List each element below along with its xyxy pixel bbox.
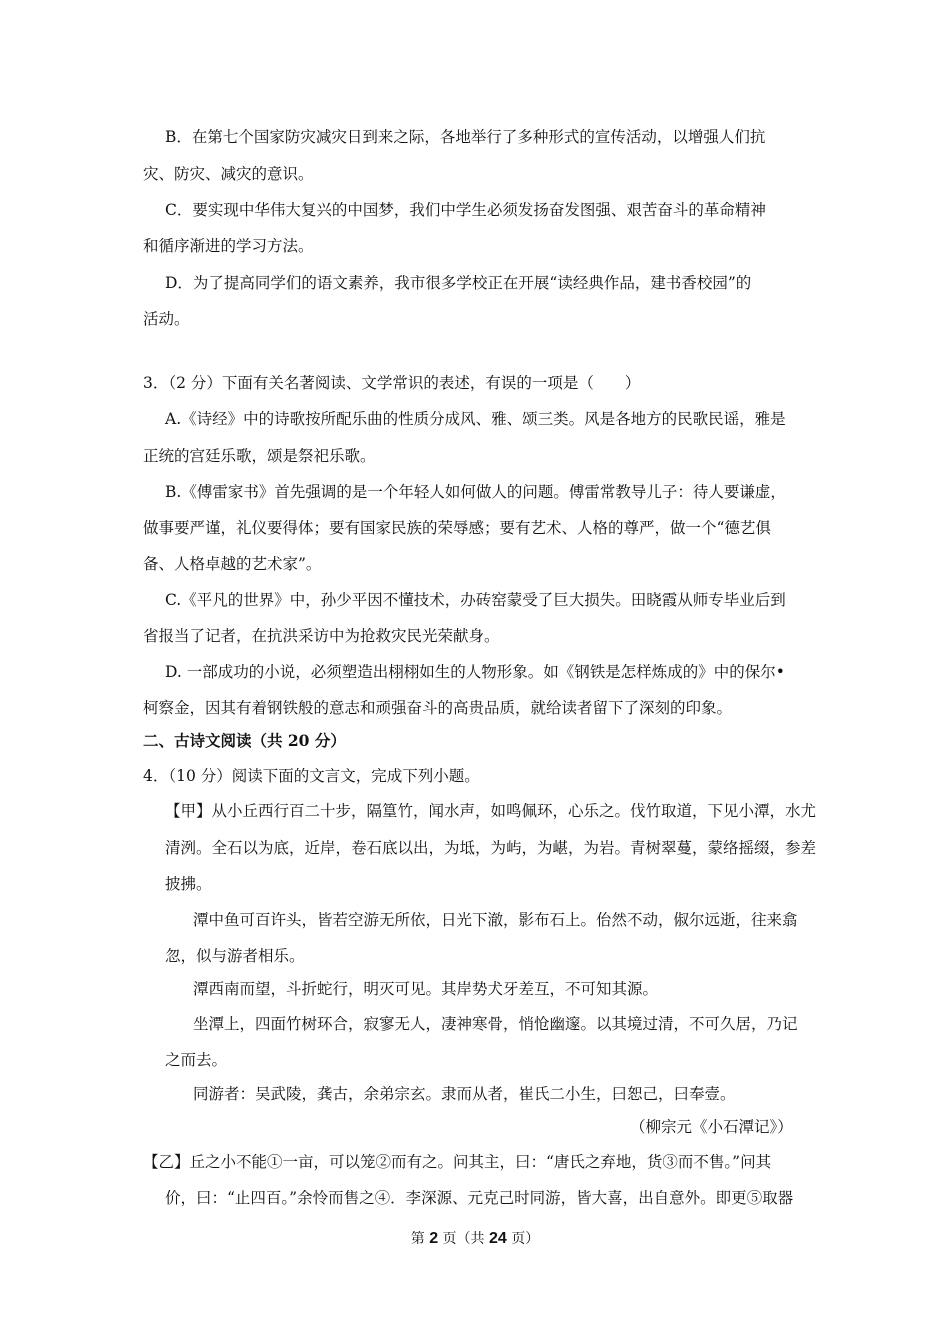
- passage-jia-line-2: 清洌。全石以为底，近岸，卷石底以出，为坻，为屿，为嵁，为岩。青树翠蔓，蒙络摇缀，参差: [165, 839, 817, 857]
- page-footer: [0, 1229, 950, 1249]
- passage-jia-line-7: 坐潭上，四面竹树环合，寂寥无人，凄神寒骨，悄怆幽邃。以其境过清，不可久居，乃记: [193, 1015, 798, 1033]
- section-heading: 二、古诗文阅读（共 20 分）: [143, 731, 346, 750]
- q3-option-b-line-1: B.《傅雷家书》首先强调的是一个年轻人如何做人的问题。傅雷常教导儿子：待人要谦虚，: [165, 483, 786, 501]
- q3-option-d-line-2: 柯察金，因其有着钢铁般的意志和顽强奋斗的高贵品质，就给读者留下了深刻的印象。: [143, 699, 733, 717]
- option-b-line-2: 灾、防灾、减灾的意识。: [143, 165, 314, 183]
- passage-jia-line-1: 【甲】从小丘西行百二十步，隔篁竹，闻水声，如鸣佩环，心乐之。伐竹取道，下见小潭，水尤: [165, 802, 817, 820]
- q3-option-b-line-3: 备、人格卓越的艺术家”。: [143, 555, 322, 573]
- option-d-line-1: D．为了提高同学们的语文素养，我市很多学校正在开展“读经典作品，建书香校园”的: [165, 274, 752, 292]
- passage-jia-line-5: 忽，似与游者相乐。: [165, 947, 305, 965]
- q3-option-a-line-1: A.《诗经》中的诗歌按所配乐曲的性质分成风、雅、颂三类。风是各地方的民歌民谣，雅是: [165, 410, 786, 428]
- page-total: 24: [489, 1230, 507, 1247]
- option-c-line-2: 和循序渐进的学习方法。: [143, 237, 314, 255]
- q3-option-c-line-1: C.《平凡的世界》中，孙少平因不懂技术，办砖窑蒙受了巨大损失。田晓霞从师专毕业后到: [165, 591, 786, 609]
- passage-jia-line-8: 之而去。: [165, 1051, 228, 1069]
- question-3-title: 3．（2 分）下面有关名著阅读、文学常识的表述，有误的一项是（ ）: [143, 374, 641, 392]
- option-d-line-2: 活动。: [143, 310, 190, 328]
- question-4-title: 4．（10 分）阅读下面的文言文，完成下列小题。: [143, 767, 480, 785]
- q3-option-d-line-1: D. 一部成功的小说，必须塑造出栩栩如生的人物形象。如《钢铁是怎样炼成的》中的保尔•: [165, 663, 785, 681]
- footer-prefix: 第: [410, 1231, 425, 1247]
- option-c-line-1: C．要实现中华伟大复兴的中国梦，我们中学生必须发扬奋发图强、艰苦奋斗的革命精神: [165, 201, 766, 219]
- passage-jia-source: （柳宗元《小石潭记》）: [630, 1118, 793, 1136]
- q3-option-b-line-2: 做事要严谨，礼仪要得体；要有国家民族的荣辱感；要有艺术、人格的尊严，做一个“德艺俱: [143, 519, 771, 537]
- passage-jia-line-9: 同游者：吴武陵，龚古，余弟宗玄。隶而从者，崔氏二小生，曰恕己，曰奉壹。: [193, 1085, 736, 1103]
- footer-middle: 页（共: [442, 1231, 485, 1247]
- page-number: 2: [429, 1230, 439, 1247]
- passage-jia-line-6: 潭西南而望，斗折蛇行，明灭可见。其岸势犬牙差互，不可知其源。: [193, 980, 659, 998]
- passage-yi-line-2: 价，曰：“止四百。”余怜而售之④．李深源、元克己时同游，皆大喜，出自意外。即更⑤取器: [165, 1189, 794, 1207]
- q3-option-a-line-2: 正统的宫廷乐歌，颂是祭祀乐歌。: [143, 447, 376, 465]
- option-b-line-1: B．在第七个国家防灾减灾日到来之际，各地举行了多种形式的宣传活动，以增强人们抗: [165, 128, 766, 146]
- footer-suffix: 页）: [511, 1231, 540, 1247]
- passage-yi-line-1: 【乙】丘之小不能①一亩，可以笼②而有之。问其主，曰：“唐氏之弃地，货③而不售。”问其: [143, 1153, 772, 1171]
- passage-jia-line-3: 披拂。: [165, 875, 212, 893]
- passage-jia-line-4: 潭中鱼可百许头，皆若空游无所依，日光下澈，影布石上。佁然不动，俶尔远逝，往来翕: [193, 911, 798, 929]
- q3-option-c-line-2: 省报当了记者，在抗洪采访中为抢救灾民光荣献身。: [143, 627, 500, 645]
